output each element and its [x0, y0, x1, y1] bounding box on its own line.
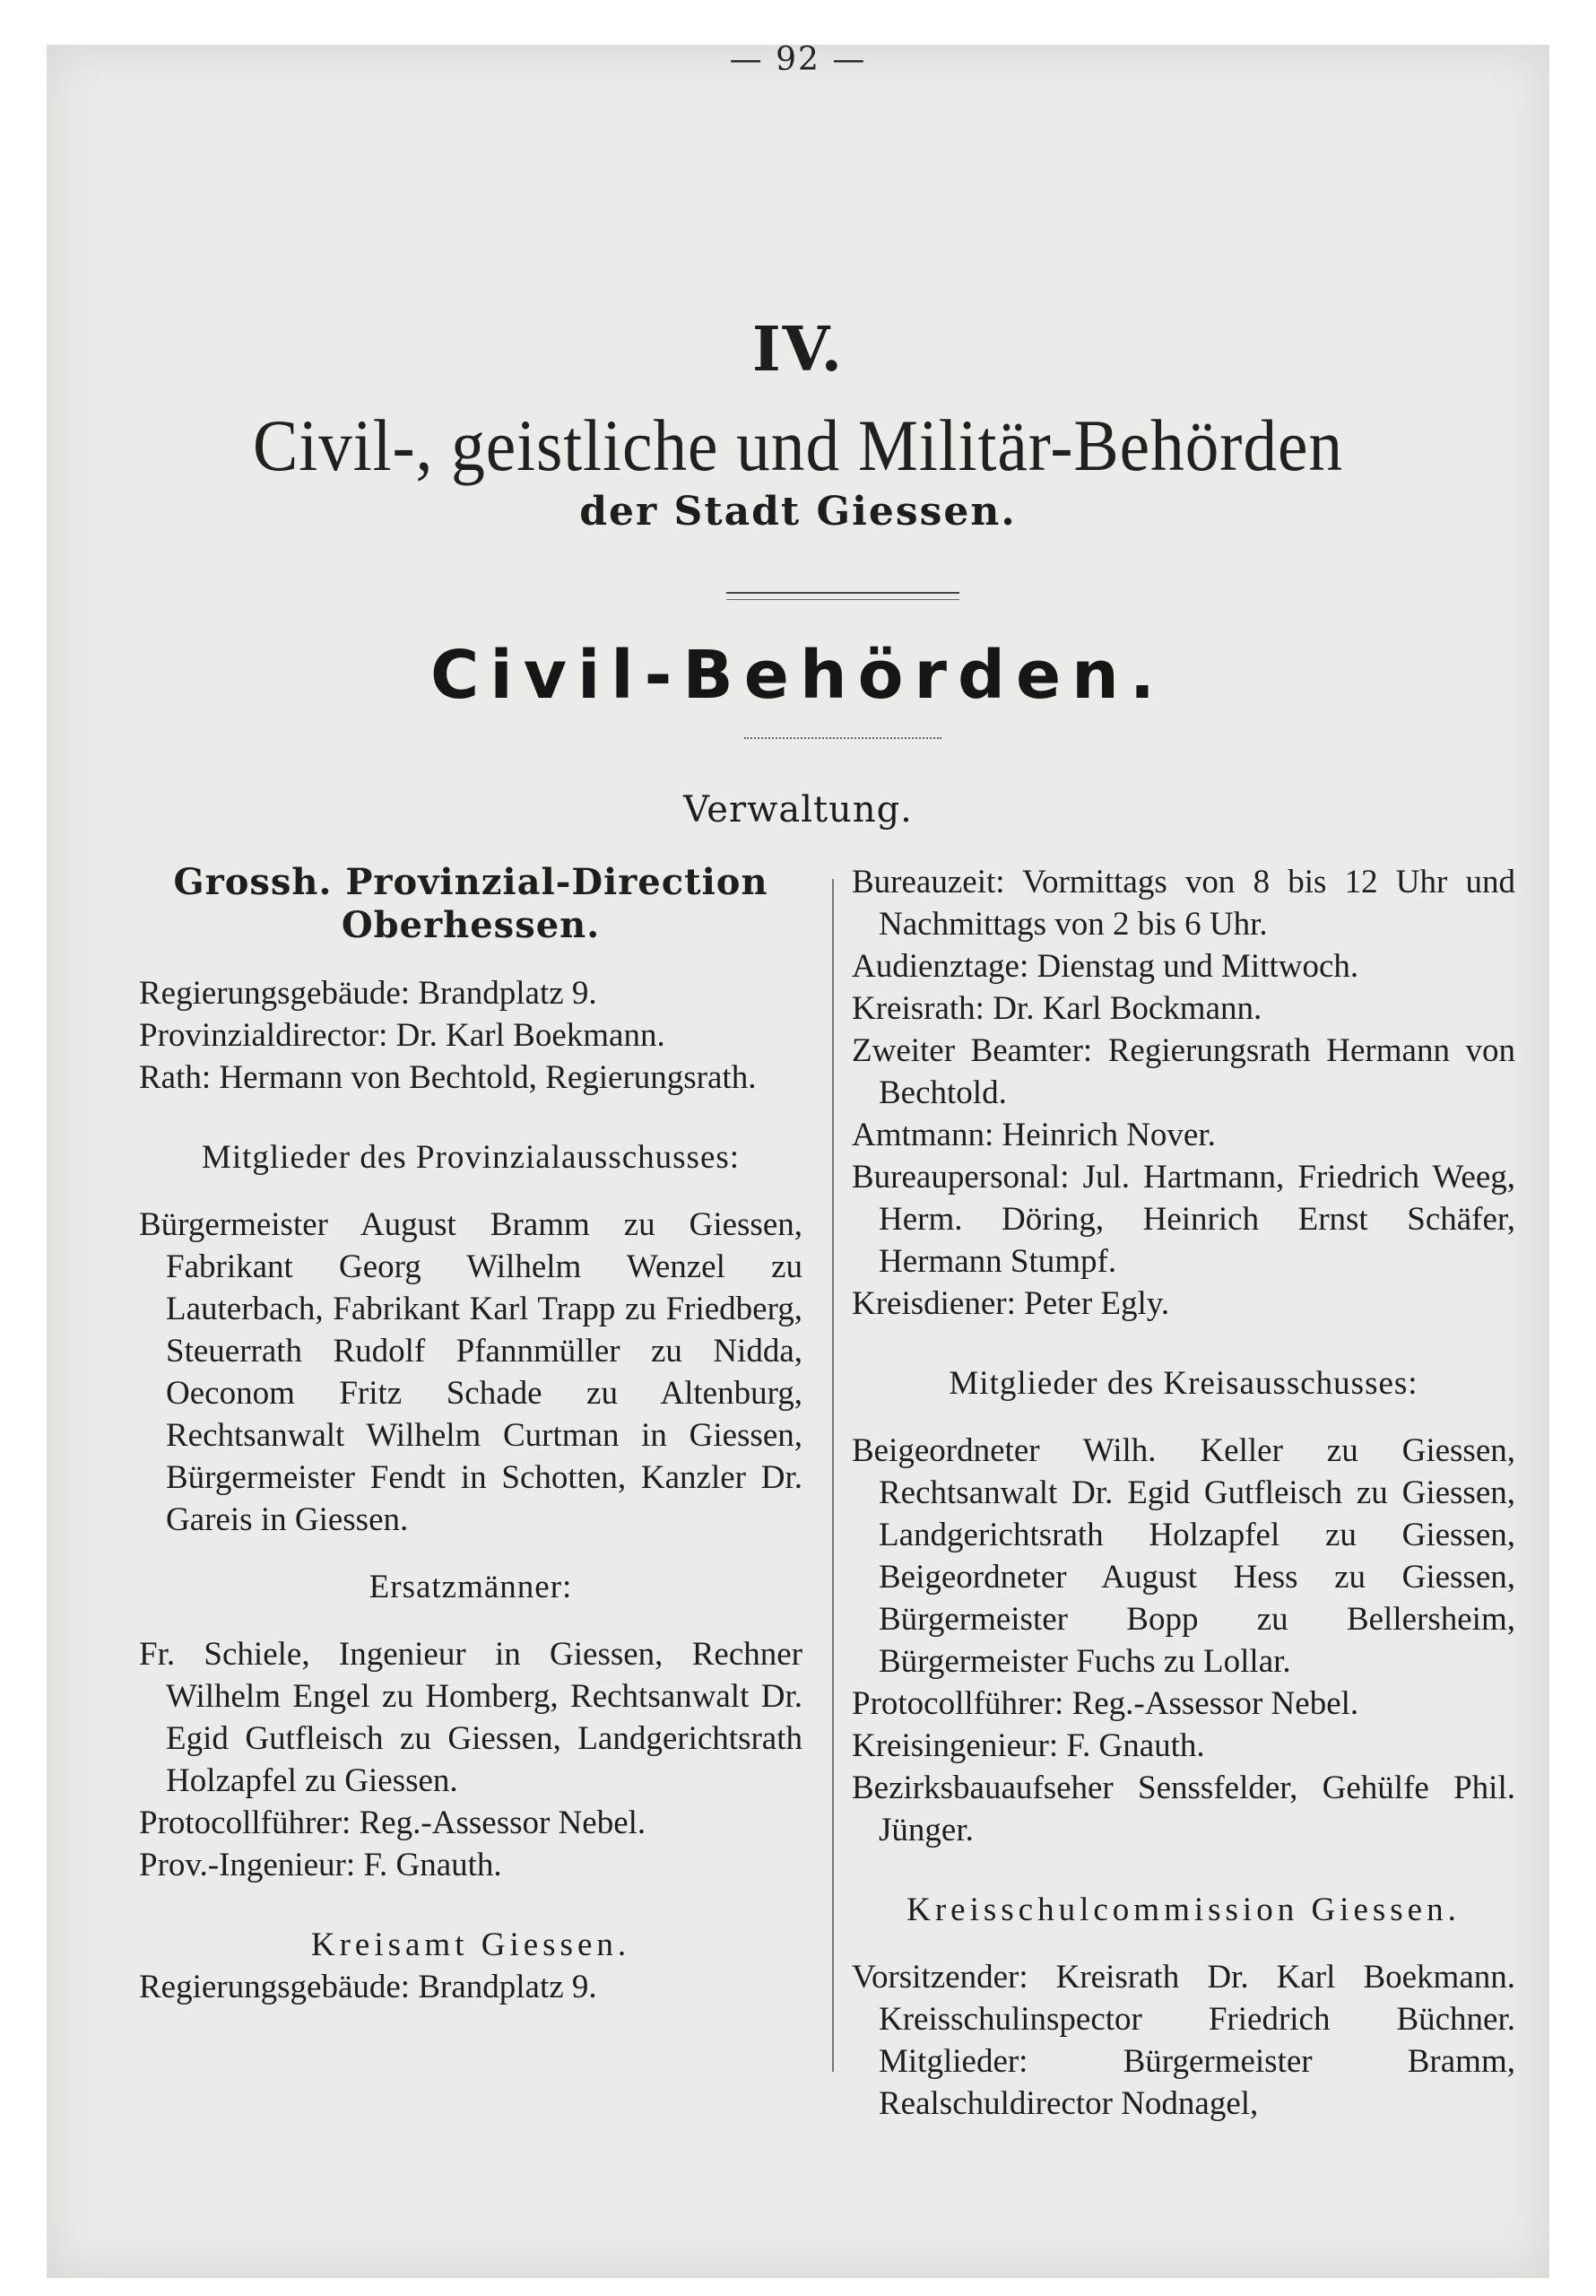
text-entry: Protocollführer: Reg.-Assessor Nebel. — [139, 1805, 646, 1841]
text-entry: Rath: Hermann von Bechtold, Regierungsrath. — [139, 1059, 757, 1096]
text-entry: Provinzialdirector: Dr. Karl Boekmann. — [139, 1017, 665, 1054]
left-column — [139, 861, 802, 2008]
ornamental-rule — [744, 737, 941, 739]
right-column — [852, 861, 1515, 2125]
text-entry: Kreisingenieur: F. Gnauth. — [852, 1727, 1205, 1764]
substitutes-text: Fr. Schiele, Ingenieur in Giessen, Rechner Wilhelm Engel zu Homberg, Rechtsanwalt Dr. Egid Gutfleisch zu Giessen, Landgerichtsrath Holzapfel zu Giessen. — [139, 1636, 802, 1799]
substitutes-heading: Ersatzmänner: — [369, 1569, 573, 1605]
text-entry: Regierungsgebäude: Brandplatz 9. — [139, 1969, 597, 2005]
text-entry: Protocollführer: Reg.-Assessor Nebel. — [852, 1685, 1359, 1722]
school-heading: Kreisschulcommission Giessen. — [906, 1892, 1461, 1928]
text-entry: Audienztage: Dienstag und Mittwoch. — [852, 948, 1359, 985]
text-entry: Kreisdiener: Peter Egly. — [852, 1285, 1170, 1322]
divider-rule-thin — [726, 599, 959, 600]
text-entry: Bureaupersonal: Jul. Hartmann, Friedrich Weeg, Herm. Döring, Heinrich Ernst Schäfer, Hermann Stumpf. — [852, 1159, 1515, 1280]
members-heading: Mitglieder des Provinzialausschusses: — [201, 1139, 741, 1176]
kreisamt-heading: Kreisamt Giessen. — [310, 1926, 631, 1963]
column-divider — [832, 879, 834, 2072]
text-entry: Kreisrath: Dr. Karl Bockmann. — [852, 990, 1262, 1027]
section-title: Civil-, geistliche und Militär-Behörden — [252, 404, 1344, 486]
text-entry: Amtmann: Heinrich Nover. — [852, 1117, 1216, 1153]
members-text: Bürgermeister August Bramm zu Giessen, Fabrikant Georg Wilhelm Wenzel zu Lauterbach, Fabrikant Karl Trapp zu Friedberg, Steuerrath Rudolf Pfannmüller zu Nidda, Oeconom Fritz Schade zu Altenburg, Rechtsanwalt Wilhelm Curtman in Giessen, Bürgermeister Fendt in Schotten, Kanzler Dr. Gareis in Giessen. — [139, 1206, 802, 1538]
section-number: IV. — [751, 314, 845, 386]
text-entry: Bezirksbauaufseher Senssfelder, Gehülfe Phil. Jünger. — [852, 1770, 1515, 1848]
text-entry: Bureauzeit: Vormittags von 8 bis 12 Uhr und Nachmittags von 2 bis 6 Uhr. — [852, 864, 1515, 943]
text-entry: Prov.-Ingenieur: F. Gnauth. — [139, 1847, 502, 1883]
divider-rule — [726, 592, 959, 594]
page-number: — 92 — — [729, 41, 867, 78]
members-text: Beigeordneter Wilh. Keller zu Giessen, Rechtsanwalt Dr. Egid Gutfleisch zu Giessen, Landgerichtsrath Holzapfel zu Giessen, Beigeordneter August Hess zu Giessen, Bürgermeister Bopp zu Bellersheim, Bürgermeister Fuchs zu Lollar. — [852, 1432, 1515, 1680]
division-title: Civil-Behörden. — [430, 637, 1166, 714]
section-subtitle: der Stadt Giessen. — [579, 489, 1017, 535]
text-entry: Zweiter Beamter: Regierungsrath Hermann von Bechtold. — [852, 1032, 1515, 1111]
text-entry: Regierungsgebäude: Brandplatz 9. — [139, 975, 597, 1012]
office-title: Grossh. Provinzial-Direction Oberhessen. — [173, 861, 768, 946]
subsection-title: Verwaltung. — [683, 789, 913, 831]
school-text: Vorsitzender: Kreisrath Dr. Karl Boekmann. Kreisschulinspector Friedrich Büchner. Mitglieder: Bürgermeister Bramm, Realschuldirector Nodnagel, — [852, 1959, 1515, 2122]
members-heading: Mitglieder des Kreisausschusses: — [949, 1365, 1418, 1402]
